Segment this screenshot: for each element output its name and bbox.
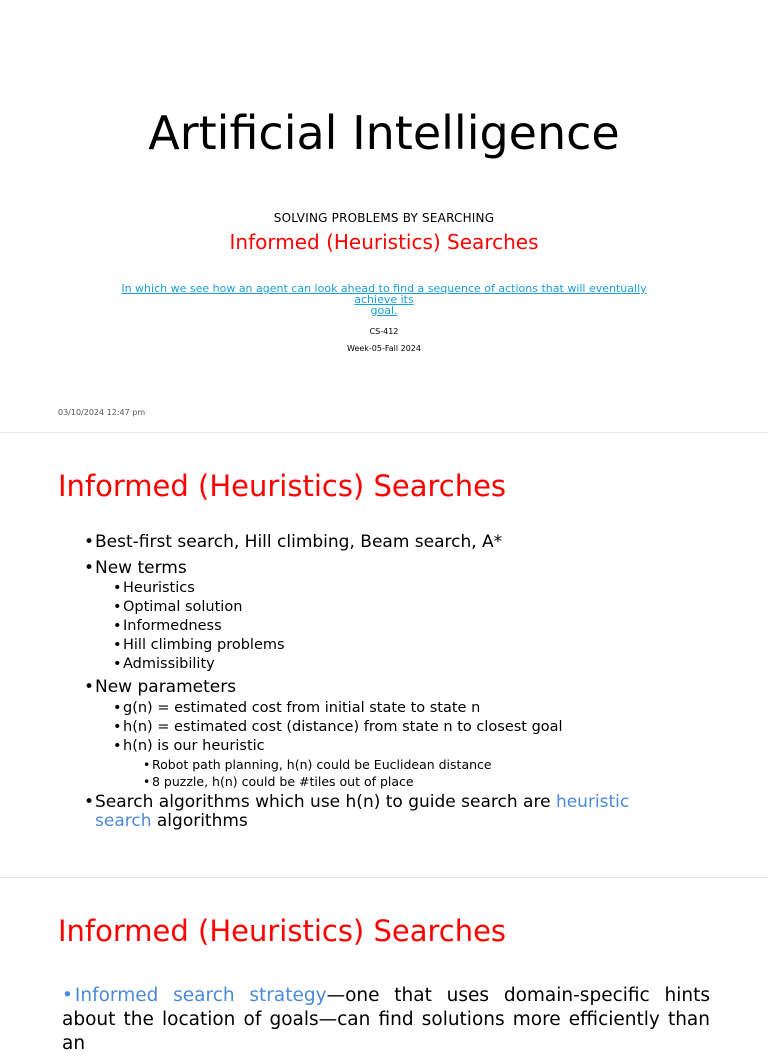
search-term: search bbox=[95, 811, 152, 831]
sub-bullet-item: • Optimal solution bbox=[123, 599, 242, 615]
slide-title: Artificial Intelligence bbox=[148, 106, 620, 160]
timestamp: 03/10/2024 12:47 pm bbox=[58, 408, 146, 417]
title-slide bbox=[0, 0, 768, 430]
slide-body: • Informed search strategy—one that uses domain-specific hints about the location of goals—can find solutions more efficiently than an bbox=[62, 985, 710, 1054]
intro-link[interactable] bbox=[100, 283, 668, 316]
bullet-item: • New terms bbox=[95, 558, 187, 578]
lead-term: Informed search strategy bbox=[74, 985, 327, 1006]
course-code: CS-412 bbox=[369, 327, 399, 336]
sub-bullet-item: • Informedness bbox=[123, 618, 222, 634]
sub-bullet-item: • Heuristics bbox=[123, 580, 195, 596]
slide-divider bbox=[0, 432, 768, 433]
bullet-item: • New parameters bbox=[95, 677, 236, 697]
heuristic-term: heuristic bbox=[555, 792, 630, 812]
week-label: Week-05-Fall 2024 bbox=[347, 344, 421, 353]
slide-divider bbox=[0, 877, 768, 878]
intro-link-line2[interactable]: goal. bbox=[370, 304, 398, 317]
intro-link-line1[interactable]: In which we see how an agent can look ahead to find a sequence of actions that will eventually achieve its bbox=[121, 282, 647, 306]
sub-sub-bullet-item: • 8 puzzle, h(n) could be #tiles out of place bbox=[152, 774, 414, 789]
slide-subtitle: SOLVING PROBLEMS BY SEARCHING bbox=[273, 211, 495, 225]
body-text: —one that uses domain-specific hints about the location of goals—can find solutions more efficiently than an bbox=[62, 985, 710, 1054]
slide-subtitle-red: Informed (Heuristics) Searches bbox=[229, 230, 539, 254]
bullet-item: • Best-first search, Hill climbing, Beam search, A* bbox=[95, 532, 502, 552]
sub-bullet-item: • Admissibility bbox=[123, 656, 215, 672]
bullet-item: • Search algorithms which use h(n) to guide search are heuristic search algorithms bbox=[95, 793, 629, 831]
heuristics-slide bbox=[0, 435, 768, 865]
slide-heading: Informed (Heuristics) Searches bbox=[58, 914, 507, 948]
sub-bullet-item: • Hill climbing problems bbox=[123, 637, 285, 653]
informed-strategy-slide bbox=[0, 880, 768, 1054]
sub-bullet-item: • h(n) is our heuristic bbox=[123, 738, 265, 754]
sub-sub-bullet-item: • Robot path planning, h(n) could be Euclidean distance bbox=[152, 757, 492, 772]
sub-bullet-item: • g(n) = estimated cost from initial state to state n bbox=[123, 700, 480, 716]
slide-heading: Informed (Heuristics) Searches bbox=[58, 469, 507, 503]
sub-bullet-item: • h(n) = estimated cost (distance) from state n to closest goal bbox=[123, 719, 563, 735]
